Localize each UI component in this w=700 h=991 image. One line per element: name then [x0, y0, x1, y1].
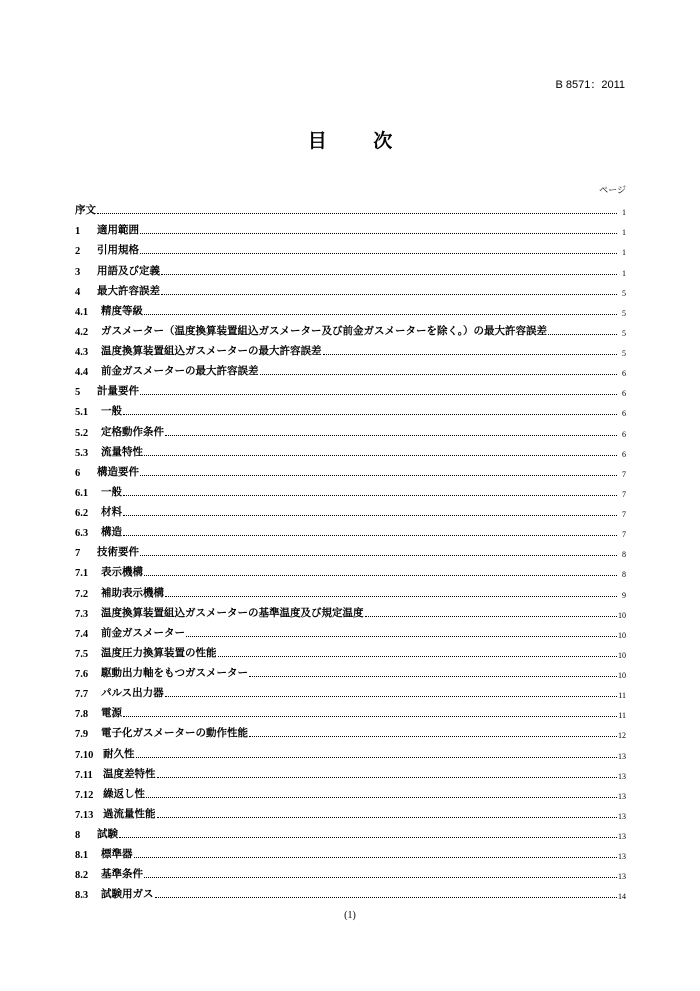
toc-dot-leader — [97, 213, 617, 214]
toc-entry-page: 7 — [622, 530, 626, 540]
toc-entry-number: 7.5 — [75, 648, 89, 660]
toc-entry[interactable] — [75, 600, 626, 620]
toc-entry[interactable] — [75, 680, 626, 700]
toc-entry-page: 10 — [618, 671, 626, 680]
toc-entry-page: 10 — [618, 650, 626, 660]
toc-entry[interactable] — [75, 740, 626, 760]
toc-entry-number: 4.4 — [75, 367, 89, 379]
toc-entry-title: 温度換算装置組込ガスメーターの基準温度及び規定温度 — [101, 606, 364, 619]
toc-dot-leader — [140, 253, 617, 254]
toc-dot-leader — [548, 334, 617, 335]
toc-entry-page: 11 — [618, 711, 626, 721]
toc-entry-page: 6 — [622, 429, 626, 439]
toc-entry-page: 1 — [622, 268, 626, 278]
toc-entry[interactable] — [75, 660, 626, 680]
toc-entry-page: 1 — [622, 228, 626, 238]
toc-entry-page: 5 — [622, 288, 626, 298]
toc-dot-leader — [136, 757, 618, 758]
toc-entry-page: 8 — [622, 570, 626, 580]
toc-entry-page: 5 — [622, 328, 626, 338]
toc-dot-leader — [134, 857, 618, 858]
toc-entry-page: 14 — [618, 892, 626, 902]
toc-entry[interactable] — [75, 378, 626, 398]
toc-entry-title: 前金ガスメーター — [101, 626, 185, 639]
toc-entry-number: 4.1 — [75, 306, 89, 318]
toc-entry-number: 4 — [75, 286, 81, 298]
toc-entry-number: 7.12 — [75, 789, 94, 801]
toc-entry[interactable] — [75, 801, 626, 821]
toc-dot-leader — [157, 817, 618, 818]
toc-entry-page: 13 — [618, 771, 626, 781]
toc-entry-page: 13 — [618, 832, 626, 841]
toc-entry[interactable] — [75, 418, 626, 438]
toc-dot-leader — [123, 535, 617, 536]
toc-entry-number: 7.8 — [75, 709, 89, 721]
toc-entry-title: 標準器 — [101, 848, 133, 861]
toc-entry-number: 5 — [75, 387, 81, 399]
toc-entry[interactable] — [75, 841, 626, 861]
toc-dot-leader — [165, 696, 617, 697]
toc-entry-title: 基準条件 — [101, 868, 143, 881]
toc-entry-title: 構造要件 — [97, 465, 139, 478]
toc-dot-leader — [140, 555, 617, 556]
toc-entry-title: 適用範囲 — [97, 224, 139, 237]
toc-entry[interactable] — [75, 781, 626, 801]
toc-entry-title: 駆動出力軸をもつガスメーター — [101, 667, 248, 679]
toc-dot-leader — [140, 394, 617, 395]
toc-entry-page: 6 — [622, 369, 626, 379]
toc-entry-title: 耐久性 — [103, 747, 135, 760]
toc-dot-leader — [260, 374, 618, 375]
toc-entry-number: 8.2 — [75, 870, 89, 882]
toc-entry[interactable] — [75, 559, 626, 579]
toc-entry-number: 7.4 — [75, 628, 89, 640]
toc-entry-number: 3 — [75, 266, 81, 278]
toc-entry-title: 一般 — [101, 405, 122, 418]
toc-entry-title: 試験用ガス — [101, 888, 154, 901]
toc-entry-title: 技術要件 — [97, 546, 139, 559]
toc-entry-page: 7 — [622, 510, 626, 519]
toc-entry-title: 電源 — [101, 707, 122, 720]
toc-dot-leader — [146, 797, 617, 798]
toc-entry-number: 7.2 — [75, 588, 89, 600]
toc-dot-leader — [123, 495, 617, 496]
toc-entry-title: 温度圧力換算装置の性能 — [101, 646, 217, 659]
toc-entry-number: 7.13 — [75, 809, 94, 821]
toc-dot-leader — [140, 233, 617, 234]
toc-entry[interactable] — [75, 257, 626, 277]
page-column-header: ページ — [599, 186, 626, 196]
toc-entry-number: 6.3 — [75, 528, 89, 540]
toc-dot-leader — [155, 897, 618, 898]
toc-entry[interactable] — [75, 237, 626, 257]
toc-dot-leader — [218, 656, 618, 657]
toc-dot-leader — [123, 414, 617, 415]
toc-entry-page: 13 — [618, 852, 626, 862]
toc-entry[interactable] — [75, 298, 626, 318]
toc-entry-page: 1 — [622, 248, 626, 258]
toc-entry-page: 6 — [622, 389, 626, 399]
toc-entry-title: 温度換算装置組込ガスメーターの最大許容誤差 — [101, 345, 322, 357]
toc-entry[interactable] — [75, 519, 626, 539]
toc-dot-leader — [144, 455, 617, 456]
toc-entry-number: 6.1 — [75, 487, 89, 499]
toc-entry-number: 2 — [75, 246, 81, 258]
table-of-contents — [75, 197, 626, 901]
toc-dot-leader — [365, 616, 618, 617]
toc-entry-title: 最大許容誤差 — [97, 284, 160, 297]
toc-entry[interactable] — [75, 439, 626, 459]
toc-entry-number: 5.3 — [75, 447, 89, 459]
page-title: 目 次 — [307, 130, 413, 152]
toc-dot-leader — [119, 837, 617, 838]
toc-entry[interactable] — [75, 539, 626, 559]
toc-dot-leader — [249, 676, 617, 677]
toc-entry-title: 精度等級 — [101, 304, 143, 317]
toc-entry-number: 7 — [75, 548, 81, 560]
toc-entry-title: 試験 — [97, 828, 118, 840]
toc-entry-number: 5.2 — [75, 427, 89, 439]
toc-dot-leader — [165, 596, 617, 597]
page-footer-number: (1) — [344, 910, 356, 921]
toc-entry[interactable] — [75, 338, 626, 358]
toc-entry-title: 流量特性 — [101, 445, 143, 458]
toc-entry[interactable] — [75, 217, 626, 237]
toc-entry[interactable] — [75, 358, 626, 378]
toc-entry[interactable] — [75, 398, 626, 418]
toc-dot-leader — [144, 575, 617, 576]
toc-entry-number: 8.3 — [75, 890, 89, 902]
toc-entry-title: パルス出力器 — [101, 687, 164, 700]
toc-entry-page: 6 — [622, 409, 626, 419]
toc-entry-page: 6 — [622, 449, 626, 459]
toc-entry-number: 8.1 — [75, 850, 89, 862]
toc-entry-page: 13 — [618, 872, 626, 882]
toc-dot-leader — [323, 354, 618, 355]
toc-entry-title: 用語及び定義 — [97, 264, 160, 277]
toc-entry-page: 9 — [622, 590, 626, 600]
toc-entry[interactable] — [75, 700, 626, 720]
toc-entry-title: 序文 — [75, 204, 96, 217]
toc-entry-number: 7.7 — [75, 689, 89, 701]
toc-entry-number: 8 — [75, 830, 81, 841]
toc-entry-page: 5 — [622, 349, 626, 358]
toc-entry[interactable] — [75, 640, 626, 660]
toc-entry-number: 1 — [75, 226, 81, 238]
toc-dot-leader — [157, 777, 618, 778]
toc-entry-page: 1 — [622, 208, 626, 218]
toc-entry-number: 7.9 — [75, 729, 89, 741]
toc-entry-title: 補助表示機構 — [101, 586, 164, 599]
toc-entry-page: 10 — [618, 630, 626, 640]
toc-entry-page: 5 — [622, 308, 626, 318]
toc-entry-title: 過流量性能 — [103, 807, 156, 820]
toc-entry[interactable] — [75, 278, 626, 298]
toc-dot-leader — [144, 314, 617, 315]
toc-entry-page: 10 — [618, 610, 626, 620]
toc-entry[interactable] — [75, 579, 626, 599]
toc-dot-leader — [144, 877, 617, 878]
toc-entry-title: 一般 — [101, 485, 122, 498]
toc-dot-leader — [123, 716, 617, 717]
toc-entry-title: 表示機構 — [101, 566, 143, 579]
toc-entry-page: 7 — [622, 489, 626, 499]
toc-entry-number: 4.2 — [75, 326, 89, 338]
toc-entry-page: 7 — [622, 469, 626, 479]
toc-entry-number: 7.3 — [75, 608, 89, 620]
toc-entry-title: 構造 — [101, 526, 122, 539]
toc-entry[interactable] — [75, 459, 626, 479]
toc-entry-title: 定格動作条件 — [101, 425, 164, 438]
toc-entry-title: 材料 — [101, 506, 122, 518]
toc-entry-number: 5.1 — [75, 407, 89, 419]
toc-entry-title: 前金ガスメーターの最大許容誤差 — [101, 365, 259, 378]
toc-entry-number: 7.1 — [75, 568, 89, 580]
toc-entry-page: 11 — [618, 691, 626, 701]
toc-entry-title: 計量要件 — [97, 385, 139, 398]
toc-entry[interactable] — [75, 881, 626, 901]
toc-entry-page: 13 — [618, 751, 626, 761]
toc-dot-leader — [165, 435, 617, 436]
toc-entry[interactable] — [75, 620, 626, 640]
document-number: B 8571：2011 — [555, 79, 625, 91]
toc-entry[interactable] — [75, 318, 626, 338]
toc-dot-leader — [123, 515, 617, 516]
toc-entry[interactable] — [75, 861, 626, 881]
toc-dot-leader — [249, 736, 617, 737]
toc-entry-number: 7.11 — [75, 769, 93, 781]
toc-entry-title: 電子化ガスメーターの動作性能 — [101, 727, 248, 740]
toc-entry[interactable] — [75, 821, 626, 841]
toc-dot-leader — [161, 274, 617, 275]
toc-entry-title: 引用規格 — [97, 244, 139, 257]
toc-entry[interactable] — [75, 479, 626, 499]
toc-entry-page: 13 — [618, 811, 626, 821]
toc-entry-number: 6 — [75, 467, 81, 479]
toc-entry-number: 4.3 — [75, 347, 89, 358]
toc-entry-title: ガスメーター（温度換算装置組込ガスメーター及び前金ガスメーターを除く。）の最大許容誤差 — [101, 324, 548, 337]
toc-entry-number: 6.2 — [75, 508, 89, 519]
toc-dot-leader — [140, 475, 617, 476]
toc-dot-leader — [186, 636, 617, 637]
toc-entry-title: 温度差特性 — [103, 767, 156, 780]
toc-entry-number: 7.6 — [75, 669, 89, 680]
toc-entry[interactable] — [75, 499, 626, 519]
toc-dot-leader — [161, 294, 617, 295]
toc-entry[interactable] — [75, 720, 626, 740]
toc-entry-page: 8 — [622, 550, 626, 560]
toc-entry-title: 繰返し性 — [103, 787, 145, 800]
toc-entry-number: 7.10 — [75, 749, 94, 761]
toc-entry-page: 12 — [618, 731, 626, 741]
toc-entry[interactable] — [75, 197, 626, 217]
toc-entry-page: 13 — [618, 791, 626, 801]
toc-entry[interactable] — [75, 761, 626, 781]
